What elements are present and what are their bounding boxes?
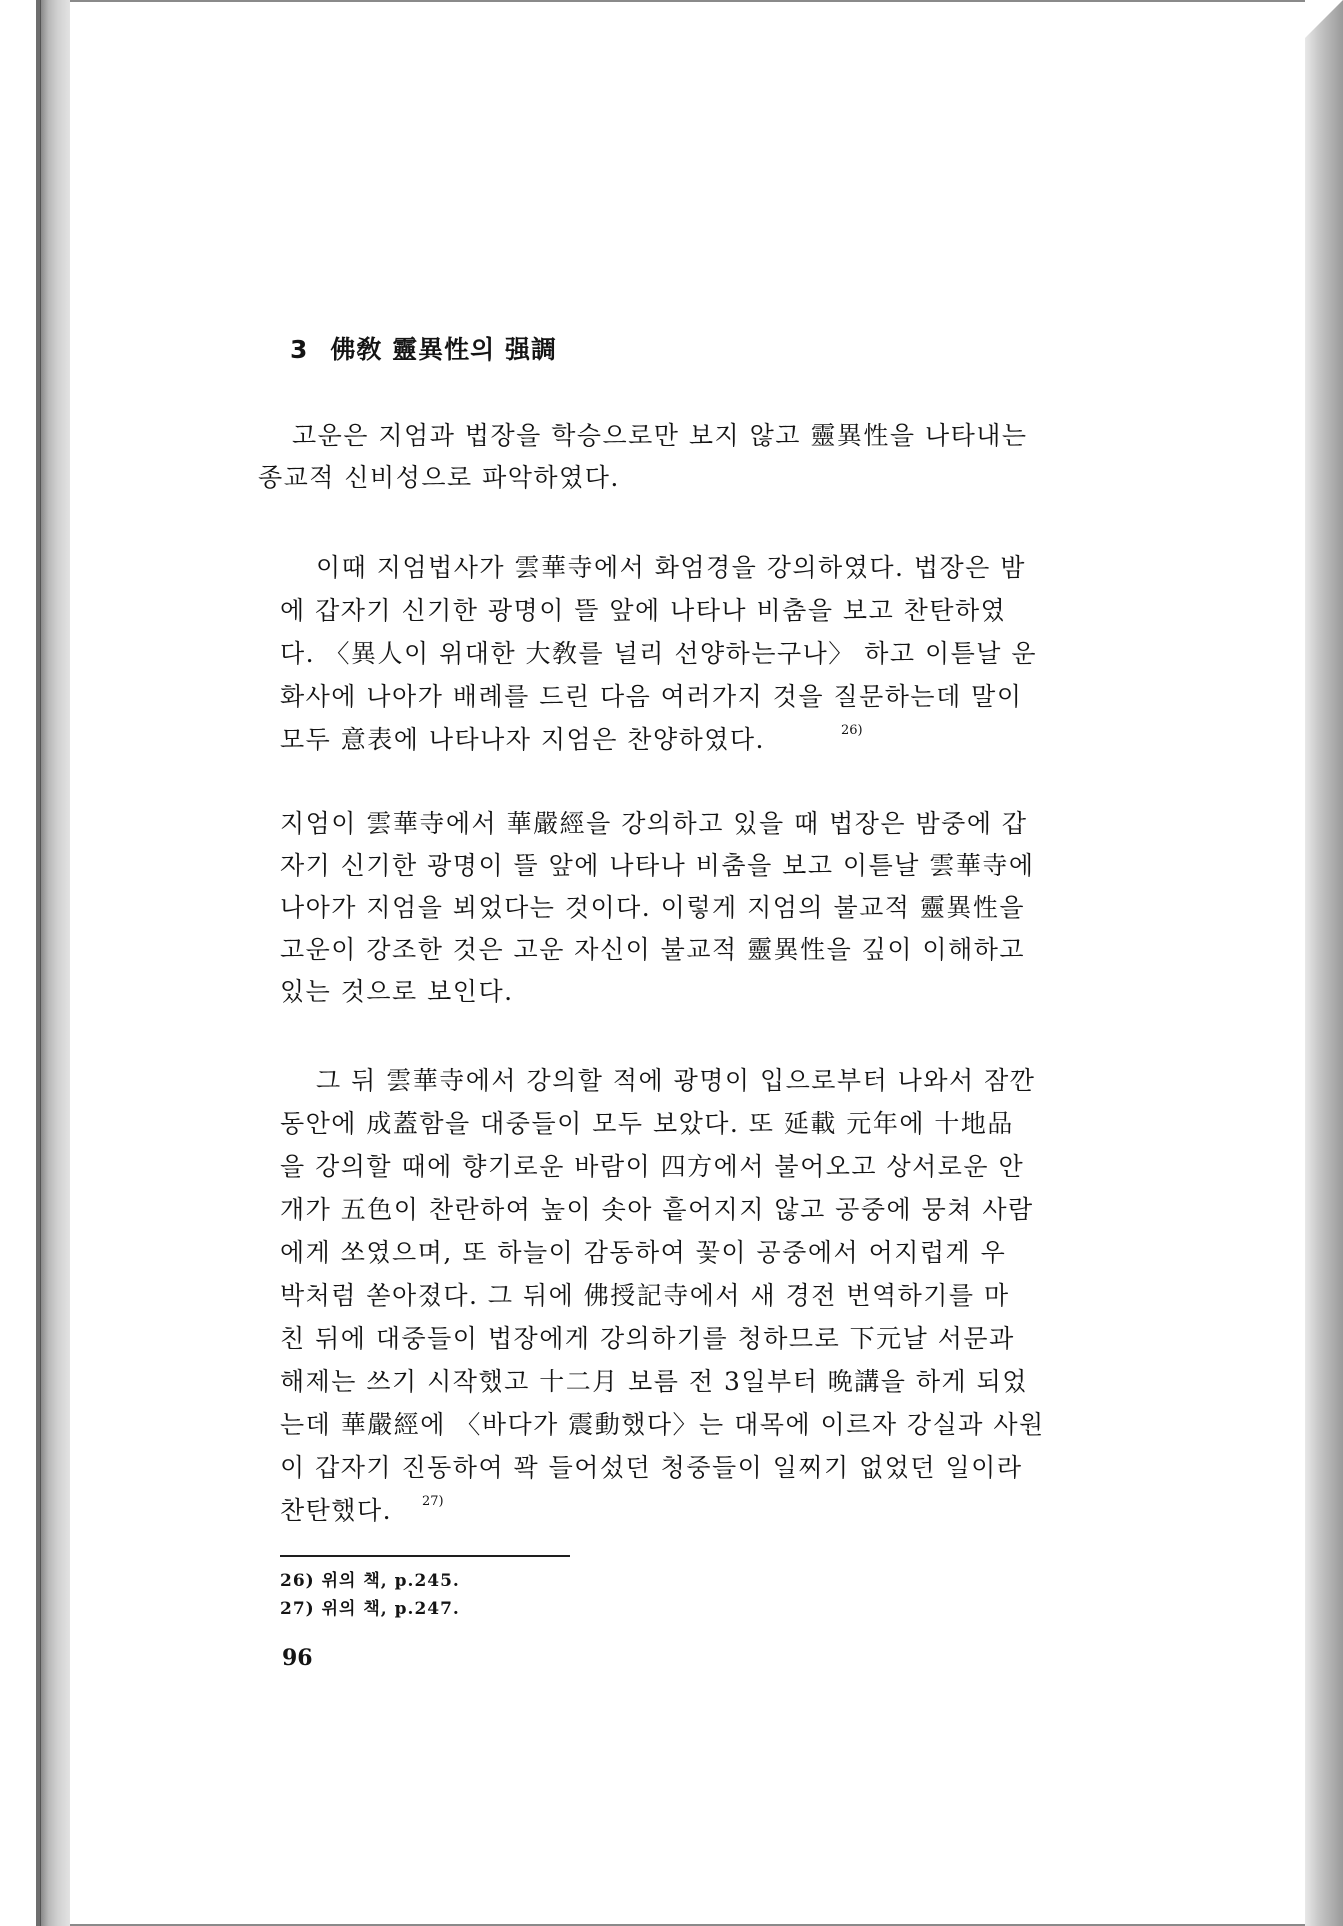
quote2-line: 에게 쏘였으며, 또 하늘이 감동하여 꽃이 공중에서 어지럽게 우 <box>280 1238 1007 1267</box>
section-number: 3 <box>290 335 309 364</box>
footnote: 27) 위의 책, p.247. <box>280 1599 460 1619</box>
quote2-line: 을 강의할 때에 향기로운 바람이 四方에서 불어오고 상서로운 안 <box>280 1152 1025 1181</box>
quote2-line: 친 뒤에 대중들이 법장에게 강의하기를 청하므로 下元날 서문과 <box>280 1324 1015 1353</box>
quote1-line: 에 갑자기 신기한 광명이 뜰 앞에 나타나 비춤을 보고 찬탄하였 <box>280 596 1007 625</box>
quote2-line: 해제는 쓰기 시작했고 十二月 보름 전 3일부터 晩講을 하게 되었 <box>280 1367 1028 1396</box>
paragraph2-line: 나아가 지엄을 뵈었다는 것이다. 이렇게 지엄의 불교적 靈異性을 <box>280 893 1026 922</box>
footnote-ref: 26) <box>841 723 863 738</box>
paragraph1-line: 고운은 지엄과 법장을 학승으로만 보지 않고 靈異性을 나타내는 <box>292 421 1028 450</box>
footnote-divider <box>280 1555 570 1557</box>
quote2-line: 는데 華嚴經에 〈바다가 震動했다〉는 대목에 이르자 강실과 사원 <box>280 1410 1045 1439</box>
quote2-line: 동안에 成蓋함을 대중들이 모두 보았다. 또 延載 元年에 十地品 <box>280 1109 1014 1138</box>
paragraph2-line: 있는 것으로 보인다. <box>280 977 514 1006</box>
quote2-line: 박처럼 쏟아졌다. 그 뒤에 佛授記寺에서 새 경전 번역하기를 마 <box>280 1281 1010 1310</box>
quote1-line: 모두 意表에 나타나자 지엄은 찬양하였다. <box>280 725 765 754</box>
quote1-line: 이때 지엄법사가 雲華寺에서 화엄경을 강의하였다. 법장은 밤 <box>316 553 1026 582</box>
quote1-line: 화사에 나아가 배례를 드린 다음 여러가지 것을 질문하는데 말이 <box>280 682 1023 711</box>
section-heading <box>290 330 557 366</box>
quote1-line: 다. 〈異人이 위대한 大敎를 널리 선양하는구나〉 하고 이튿날 운 <box>280 639 1038 668</box>
section-title: 佛敎 靈異性의 强調 <box>330 335 557 364</box>
paragraph1-line: 종교적 신비성으로 파악하였다. <box>258 463 620 492</box>
quote2-line: 찬탄했다. <box>280 1496 393 1525</box>
quote2-line: 이 갑자기 진동하여 꽉 들어섰던 청중들이 일찌기 없었던 일이라 <box>280 1453 1023 1482</box>
quote2-line: 개가 五色이 찬란하여 높이 솟아 흩어지지 않고 공중에 뭉쳐 사람 <box>280 1195 1034 1224</box>
quote2-line: 그 뒤 雲華寺에서 강의할 적에 광명이 입으로부터 나와서 잠깐 <box>316 1066 1036 1095</box>
paragraph2-line: 고운이 강조한 것은 고운 자신이 불교적 靈異性을 깊이 이해하고 <box>280 935 1026 964</box>
paragraph2-line: 자기 신기한 광명이 뜰 앞에 나타나 비춤을 보고 이튿날 雲華寺에 <box>280 851 1035 880</box>
paragraph2-line: 지엄이 雲華寺에서 華嚴經을 강의하고 있을 때 법장은 밤중에 갑 <box>280 809 1028 838</box>
footnote: 26) 위의 책, p.245. <box>280 1571 460 1591</box>
footnote-ref: 27) <box>422 1494 444 1509</box>
page-number: 96 <box>282 1645 313 1671</box>
